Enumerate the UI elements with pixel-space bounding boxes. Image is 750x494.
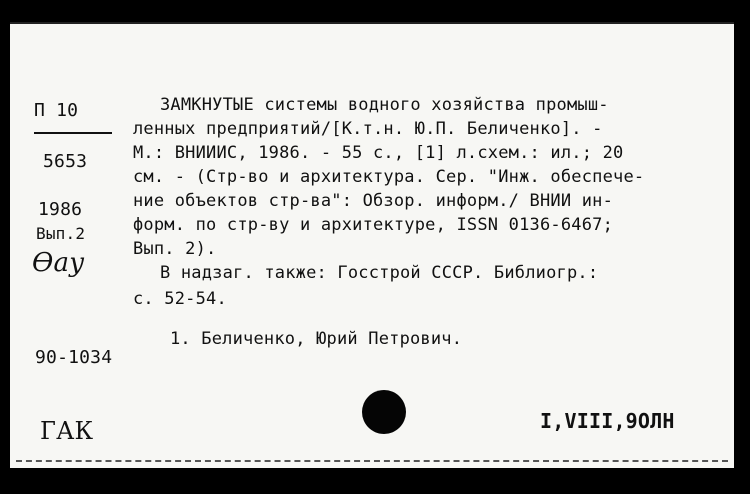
- body-line-1: ЗАМКНУТЫЕ системы водного хозяйства промыш-: [160, 95, 609, 115]
- body-line-8: В надзаг. также: Госстрой СССР. Библиогр.:: [160, 263, 599, 283]
- punch-hole: [362, 390, 406, 434]
- handwritten-signature: Ѳау: [32, 248, 85, 278]
- issue-mark: Вып.2: [36, 224, 86, 243]
- body-line-6: форм. по стр-ву и архитектуре, ISSN 0136-6467;: [133, 215, 614, 235]
- year-mark: 1986: [38, 199, 83, 220]
- body-line-3: М.: ВНИИИС, 1986. - 55 с., [1] л.схем.: ил.; 20: [133, 143, 624, 163]
- body-line-7: Вып. 2).: [133, 239, 217, 259]
- record-number: 90-1034: [35, 347, 113, 368]
- body-line-9: с. 52-54.: [133, 289, 227, 309]
- bottom-dashed-line: [16, 460, 728, 462]
- catalog-card: [10, 22, 734, 468]
- shelf-mark: П 10: [34, 100, 79, 121]
- stamp-left: ГАК: [40, 417, 94, 445]
- stamp-right: I,VIII,9ОЛН: [540, 409, 675, 433]
- body-line-4: см. - (Стр-во и архитектура. Сер. "Инж. обеспече-: [133, 167, 645, 187]
- subject-heading: 1. Беличенко, Юрий Петрович.: [170, 329, 463, 349]
- shelf-underline: [34, 132, 112, 134]
- body-line-5: ние объектов стр-ва": Обзор. информ./ ВНИИ ин-: [133, 191, 614, 211]
- body-line-2: ленных предприятий/[К.т.н. Ю.П. Беличенко]. -: [133, 119, 603, 139]
- card-number: 5653: [43, 151, 88, 172]
